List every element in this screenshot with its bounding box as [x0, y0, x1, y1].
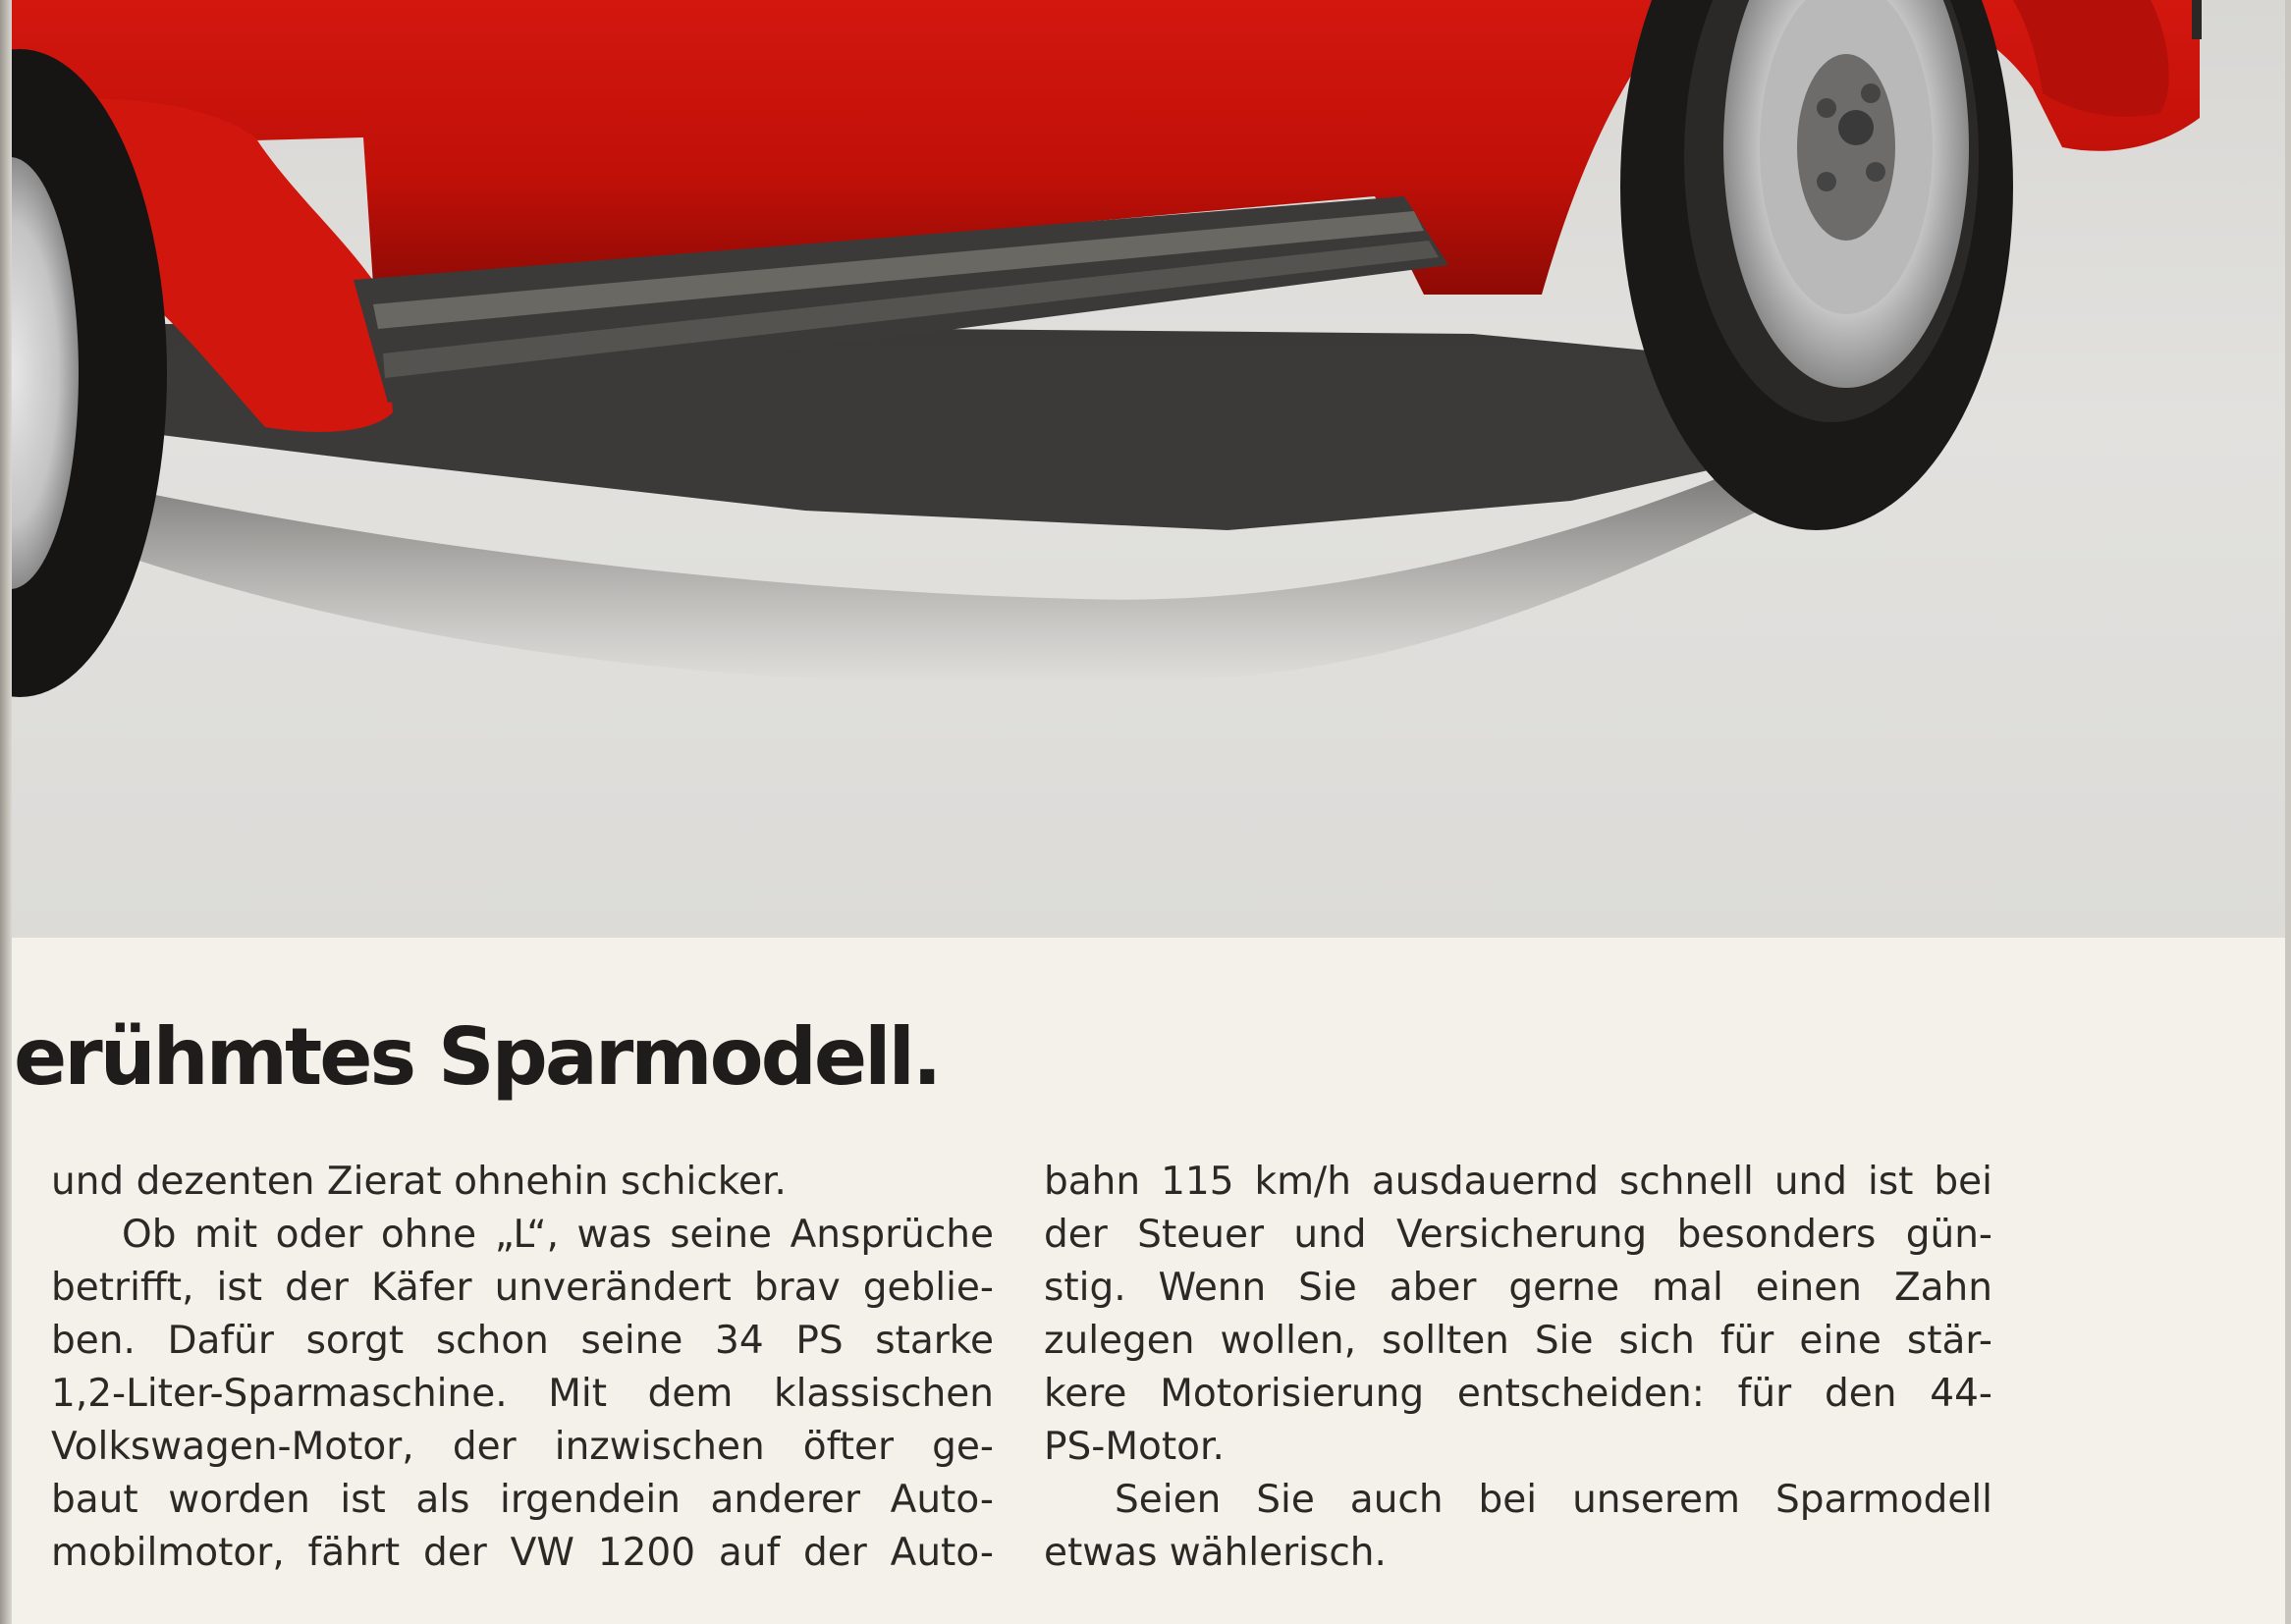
- text-column-right: [1044, 1156, 1992, 1580]
- text-line: bahn 115 km/h ausdauernd schnell und ist bei: [1044, 1160, 1992, 1204]
- text-line: Volkswagen-Motor, der inzwischen öfter ge-: [51, 1425, 994, 1469]
- text-line: kere Motorisierung entscheiden: für den 44-: [1044, 1372, 1992, 1416]
- text-line: zulegen wollen, sollten Sie sich für eine stär-: [1044, 1319, 1992, 1363]
- text-line: ben. Dafür sorgt schon seine 34 PS starke: [51, 1319, 994, 1363]
- text-line: etwas wählerisch.: [1044, 1531, 1387, 1575]
- text-line: stig. Wenn Sie aber gerne mal einen Zahn: [1044, 1266, 1992, 1310]
- text-line: mobilmotor, fährt der VW 1200 auf der Auto-: [51, 1531, 994, 1575]
- headline: erühmtes Sparmodell.: [14, 1011, 940, 1103]
- text-line: 1,2-Liter-Sparmaschine. Mit dem klassischen: [51, 1372, 994, 1416]
- text-line: der Steuer und Versicherung besonders gün-: [1044, 1213, 1992, 1257]
- page-edge-right: [2285, 0, 2291, 1624]
- page-edge-left: [0, 0, 12, 1624]
- text-line: Ob mit oder ohne „L“, was seine Ansprüche: [122, 1213, 994, 1257]
- text-column-left: [51, 1156, 994, 1580]
- text-line: baut worden ist als irgendein anderer Auto-: [51, 1478, 994, 1522]
- text-line: Seien Sie auch bei unserem Sparmodell: [1115, 1478, 1992, 1522]
- text-line: PS-Motor.: [1044, 1425, 1225, 1469]
- text-line: und dezenten Zierat ohnehin schicker.: [51, 1160, 787, 1204]
- text-line: betrifft, ist der Käfer unverändert brav geblie-: [51, 1266, 994, 1310]
